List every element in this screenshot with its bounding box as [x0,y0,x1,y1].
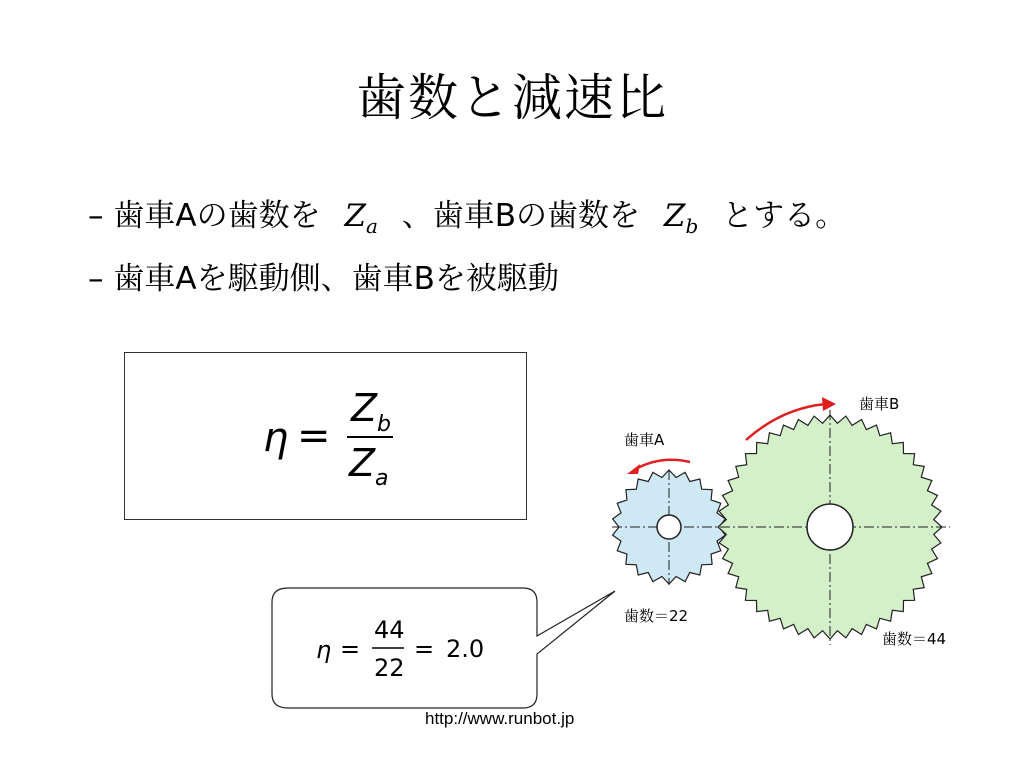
gear-a-teeth-label: 歯数＝22 [624,607,689,625]
formula-equals: = [297,413,331,459]
formula-denominator-z: Z [349,441,376,485]
formula-denominator-sub: a [375,466,389,491]
example-numerator: 44 [374,616,405,644]
gear-b-hub [807,504,853,550]
example-equals-2: = [414,635,435,663]
example-equals-1: = [340,635,361,663]
example-denominator: 22 [374,654,405,682]
gear-a-arrowhead [627,464,640,474]
source-url: http://www.runbot.jp [425,709,575,728]
bullet-1-text-part2: 、歯車Bの歯数を [401,198,641,234]
var-zb: $Z_b$ [663,198,699,239]
example-eta: η [316,636,332,664]
gear-b-teeth-label: 歯数＝44 [882,630,947,648]
bullet-1-text-part1: 歯車Aの歯数を [113,198,321,234]
var-za: $Z_a$ [344,198,378,239]
example-result: 2.0 [446,635,485,663]
formula-numerator-z: Z [351,386,378,430]
gear-a-hub [657,515,681,539]
bullet-dash: – [88,198,104,234]
formula-eta: η [263,415,289,461]
gear-b-arrowhead [822,397,836,411]
gear-a-rotation-arrow [634,460,690,470]
slide-title: 歯数と減速比 [356,69,668,127]
bullet-1-text-part3: とする。 [722,198,847,234]
gear-a-label: 歯車A [624,431,665,449]
gear-b-label: 歯車B [859,395,900,413]
bullet-2-text: 歯車Aを駆動側、歯車Bを被駆動 [113,261,559,297]
bullet-dash: – [88,261,104,297]
formula-numerator-sub: b [377,412,391,437]
